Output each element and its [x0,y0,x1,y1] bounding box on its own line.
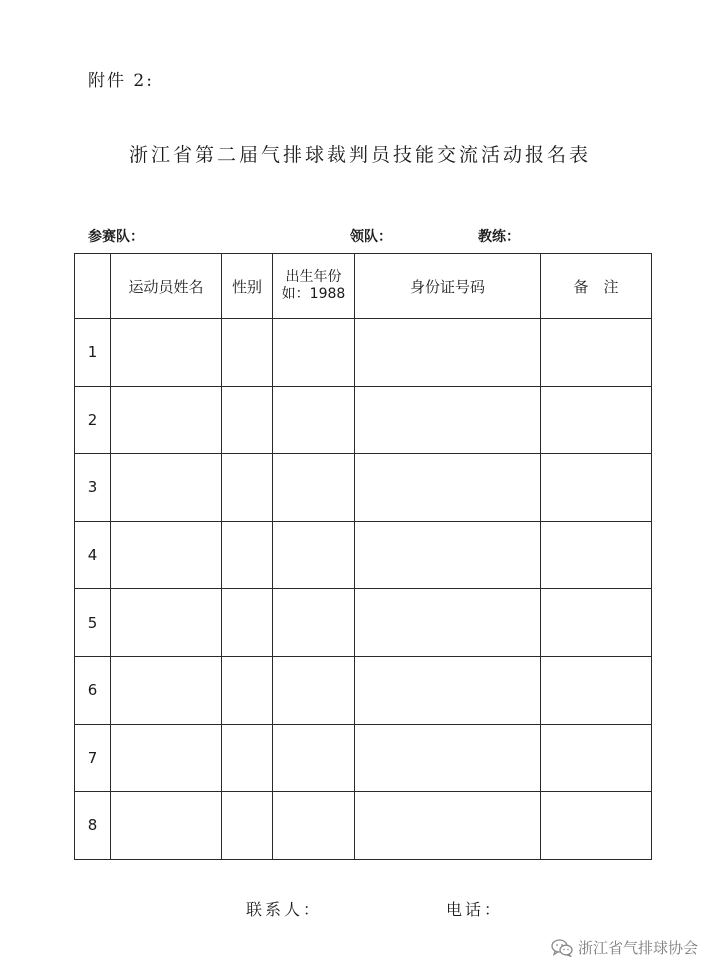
athlete-name-cell[interactable] [111,792,222,860]
table-row [75,319,652,387]
birth-year-cell[interactable] [273,454,355,522]
attachment-label: 附件 2: [88,71,154,91]
row-number: 4 [75,521,111,589]
id-number-cell[interactable] [355,589,541,657]
birth-year-cell[interactable] [273,386,355,454]
remarks-cell[interactable] [541,589,652,657]
remarks-cell[interactable] [541,724,652,792]
phone-label: 电话： [446,900,504,919]
athlete-name-cell[interactable] [111,386,222,454]
birth-year-cell[interactable] [273,792,355,860]
row-number: 8 [75,792,111,860]
row-number: 6 [75,656,111,724]
gender-cell[interactable] [222,454,273,522]
athlete-name-cell[interactable] [111,589,222,657]
athlete-name-cell[interactable] [111,319,222,387]
header-gender: 性别 [222,254,273,319]
birth-year-cell[interactable] [273,319,355,387]
id-number-cell[interactable] [355,454,541,522]
remarks-cell[interactable] [541,792,652,860]
leader-label: 领队： [350,229,392,245]
athlete-name-cell[interactable] [111,454,222,522]
birth-year-cell[interactable] [273,589,355,657]
athlete-name-cell[interactable] [111,521,222,589]
id-number-cell[interactable] [355,792,541,860]
watermark-text: 浙江省气排球协会 [577,939,698,957]
header-remarks: 备 注 [541,254,652,319]
gender-cell[interactable] [222,589,273,657]
row-number: 3 [75,454,111,522]
remarks-cell[interactable] [541,656,652,724]
table-row [75,724,652,792]
table-row [75,521,652,589]
header-birth-year [273,254,355,319]
row-number: 1 [75,319,111,387]
header-number [75,254,111,319]
row-number: 2 [75,386,111,454]
header-birth-year-line1: 出生年份 [285,269,342,285]
contact-person-label: 联系人： [246,900,323,919]
athlete-name-cell[interactable] [111,724,222,792]
team-label: 参赛队： [88,229,144,245]
id-number-cell[interactable] [355,724,541,792]
coach-label: 教练： [478,229,520,245]
row-number: 5 [75,589,111,657]
table-row [75,454,652,522]
remarks-cell[interactable] [541,521,652,589]
gender-cell[interactable] [222,656,273,724]
id-number-cell[interactable] [355,386,541,454]
gender-cell[interactable] [222,319,273,387]
gender-cell[interactable] [222,724,273,792]
table-row [75,589,652,657]
gender-cell[interactable] [222,386,273,454]
wechat-icon [551,939,573,957]
table-row [75,386,652,454]
remarks-cell[interactable] [541,454,652,522]
table-header-row [75,254,652,319]
id-number-cell[interactable] [355,319,541,387]
header-athlete-name: 运动员姓名 [111,254,222,319]
watermark [551,937,698,958]
header-birth-year-line2: 如：1988 [281,286,346,302]
birth-year-cell[interactable] [273,656,355,724]
birth-year-cell[interactable] [273,724,355,792]
page-title: 浙江省第二届气排球裁判员技能交流活动报名表 [128,144,591,166]
birth-year-cell[interactable] [273,521,355,589]
remarks-cell[interactable] [541,386,652,454]
registration-table [74,253,652,860]
gender-cell[interactable] [222,792,273,860]
gender-cell[interactable] [222,521,273,589]
id-number-cell[interactable] [355,656,541,724]
header-id-number: 身份证号码 [355,254,541,319]
row-number: 7 [75,724,111,792]
athlete-name-cell[interactable] [111,656,222,724]
table-row [75,656,652,724]
table-row [75,792,652,860]
id-number-cell[interactable] [355,521,541,589]
remarks-cell[interactable] [541,319,652,387]
